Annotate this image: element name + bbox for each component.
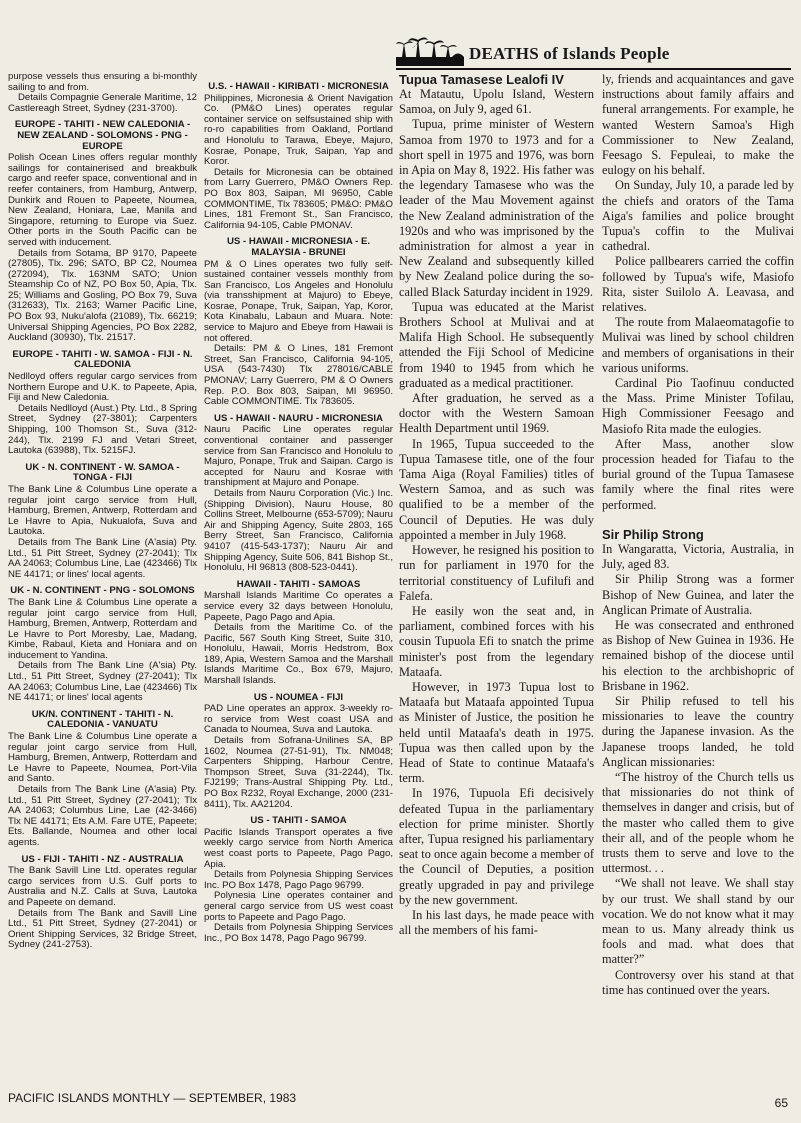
obituary-name-heading: Tupua Tamasese Lealofi IV (399, 72, 564, 87)
paragraph: Philippines, Micronesia & Orient Navigation Co. (PM&O Lines) operates regular container service on selfsustained ship with ro-ro capabilities from Oakland, Portland and Honolulu to Tarawa, Ebeye, Majuro, Kosrae, Ponape, Truk, Saipan, Yap and Koror. (204, 92, 393, 168)
section-heading: US - HAWAII - MICRONESIA - E. MALAYSIA - BRUNEI (226, 236, 371, 258)
paragraph: Marshall Islands Maritime Co operates a service every 32 days between Honolulu, Papeete, Pago Pago and Apia. (204, 590, 393, 623)
paragraph: Details for Micronesia can be obtained from Larry Guerrero, PM&O Owners Rep. PO Box 803, Saipan, MI 96950, Cable COMMONTIME, Tlx 783605; PM&O: PM&O Lines, 181 Fremont St., San Francisco, California 94-105, Cable PMONAV. (204, 166, 393, 231)
paragraph: Details from Polynesia Shipping Services Inc. PO Box 1478, Pago Pago 96799. (204, 869, 393, 891)
paragraph: Details from Polynesia Shipping Services Inc., PO Box 1478, Pago Pago 96799. (204, 922, 393, 944)
paragraph: Details from The Bank Line (A'sia) Pty. Ltd., 51 Pitt Street, Sydney (27-2041); Tlx AA 24063; Columbus Line, Lae (423466) Tlx NE 44171; or lines' local agents (8, 660, 197, 704)
paragraph: At Matautu, Upolu Island, Western Samoa, on July 9, aged 61. (399, 87, 594, 117)
paragraph: However, he resigned his position to run for parliament in 1970 for the territorial constituency of Lufilufi and Falefa. (399, 543, 594, 603)
paragraph: However, in 1973 Tupua lost to Mataafa but Mataafa appointed Tupua as Minister of Justice, the position he held until Mataafa's death in 1975. Tupua was then called upon by the Head of State to continue Mataafa's term. (399, 679, 594, 786)
section-heading: HAWAII - TAHITI - SAMOAS (236, 578, 361, 590)
islands-palm-logo-icon (396, 36, 464, 66)
section-title: DEATHS of Islands People (469, 44, 670, 63)
obituary-column-1 (399, 72, 594, 1080)
section-header (396, 34, 791, 70)
paragraph: Details from the Maritime Co. of the Pacific, 567 South King Street, Suite 310, Honolulu, Hawaii, Morris Hedstrom, Box 189, Apia, Western Samoa and the Marshall Islands Maritime Co., Box 679, Majuro, Marshall Islands. (204, 622, 393, 687)
paragraph: Tupua was educated at the Marist Brothers School at Mulivai and at Malifa High School. He subsequently attended the Fiji School of Medicine from 1940 to 1945 from which he graduated as a medical practitioner. (399, 299, 594, 390)
paragraph: In Wangaratta, Victoria, Australia, in July, aged 83. (602, 541, 794, 572)
paragraph: Details from Sotama, BP 9170, Papeete (27805), Tlx. 296; SATO, BP C2, Noumea (272094), Tlx. 163NM SATO; Union Steamship Co of NZ, PO Box 50, Apia, Tlx. 25; Williams and Gosling, PO Box 79, Suva (312633), Tlx. 2163; Warner Pacific Line, PO Box 93, Nuku'alofa (21089), Tlx. 66219; Universal Shipping Agencies, PO Box 2282, Auckland (30930), Tlx. 21517. (8, 247, 197, 344)
paragraph: In 1965, Tupua succeeded to the Tupua Tamasese title, one of the four Tama Aiga (Royal Families) titles of Western Samoa, and as such was qualified to be a member of the Council of Deputies. He was duly appointed a member in July 1968. (399, 436, 594, 542)
page-footer (8, 1091, 788, 1110)
shipping-column-1 (8, 72, 197, 1075)
paragraph: Sir Philip Strong was a former Bishop of New Guinea, and later the Anglican Primate of Australia. (602, 572, 794, 617)
paragraph: Details from Sofrana-Unilines SA, BP 1602, Noumea (27-51-91), Tlx. NM048; Carpenters Shipping, Harbour Centre, Thompson Street, Suva (31-2244), Tlx. FJ2199; Trans-Austral Shipping Pty. Ltd., PO Box R232, Royal Exchange, 2000 (231-8411), Tlx. AA21204. (204, 735, 393, 810)
paragraph: He easily won the seat and, in parliament, combined forces with his cousin Tupuola Efi to snatch the prime minister's post from the legendary Mataafa. (399, 603, 594, 679)
paragraph: After graduation, he served as a doctor with the Western Samoan Health Department until 1969. (399, 391, 594, 436)
shipping-column-2 (204, 76, 393, 1079)
paragraph: Details from Nauru Corporation (Vic.) Inc. (Shipping Division), Nauru House, 80 Collins Street, Melbourne (653-5709); Nauru Air and Shipping Agency, Suite 2803, 165 Berry Street, San Francisco, California 94107 (415-543-1737); Nauru Air and Shipping Agency, Suite 506, 841 Bishop St., Honolulu, HI 96813 (808-523-0441). (204, 487, 393, 574)
paragraph: After Mass, another slow procession headed for Tiafau to the burial ground of the Tupua Tamasese family where the final rites were performed. (602, 436, 794, 512)
paragraph: Sir Philip refused to tell his missionaries to leave the country during the Japanese invasion. As the Japanese troops landed, he told Anglican missionaries: (602, 693, 794, 769)
paragraph: PAD Line operates an approx. 3-weekly ro-ro service from West coast USA and Canada to Noumea, Suva and Lautoka. (204, 703, 393, 736)
section-heading: UK/N. CONTINENT - TAHITI - N. CALEDONIA - VANUATU (31, 708, 174, 731)
paragraph: Details Nedlloyd (Aust.) Pty. Ltd., 8 Spring Street, Sydney (27-3801); Carpenters Shipping, 100 Thomson St., Suva (312-244), Tlx. 2199 FJ and Vetari Street, Lautoka (63988), Tlx. 5215FJ. (8, 402, 197, 457)
obituary-name-heading: Sir Philip Strong (602, 526, 704, 542)
paragraph: Controversy over his stand at that time has continued over the years. (602, 967, 794, 997)
paragraph: In 1976, Tupuola Efi decisively defeated Tupua in the parliamentary election for prime minister. Shortly after, Tupua resigned his parliamentary seat to once again become a member of the Council of Deputies, a position greatly upgraded in pay and privilege by the new government. (399, 786, 594, 907)
paragraph: Nauru Pacific Line operates regular conventional container and passenger service from San Francisco and Honolulu to Majuro, Ponape, Truk and Saipan. Cargo is accepted for Nauru and Kosrae with transhipment at Majuro and Ponape. (204, 424, 393, 489)
section-heading: UK - N. CONTINENT - PNG - SOLOMONS (10, 585, 195, 597)
paragraph: He was consecrated and enthroned as Bishop of New Guinea in 1936. He remained bishop of the diocese until his election to the archbishopric of Brisbane in 1962. (602, 617, 794, 693)
paragraph: ly, friends and acquaintances and gave instructions about family affairs and funeral arrangements. For example, he wanted Western Samoa's High Commissioner to New Zealand, Feesago S. Fepuleai, to make the eulogy on his behalf. (602, 72, 794, 178)
paragraph: PM & O Lines operates two fully self-sustained container vessels monthly from San Francisco, Los Angeles and Honolulu (via transshipment at Majuro) to Ebeye, Kosrae, Ponape, Truk, Saipan, Yap, Koror, Kota Kinabalu, Labaun and Muara. Note: service to Majuro and Ebeye from Hawaii is not offered. (204, 258, 393, 344)
paragraph: The route from Malaeomatagofie to Mulivai was lined by school children and members of organisations in their various uniforms. (602, 315, 794, 375)
section-heading: US - FIJI - TAHITI - NZ - AUSTRALIA (21, 853, 184, 865)
paragraph: Details Compagnie Generale Maritime, 12 Castlereagh Street, Sydney (231-3700). (8, 92, 197, 114)
paragraph: Nedlloyd offers regular cargo services from Northern Europe and U.K. to Papeete, Apia, Fiji and New Caledonia. (8, 371, 197, 404)
paragraph: Cardinal Pio Taofinuu conducted the Mass. Prime Minister Tofilau, High Commissioner Feesago and Masiofo Rita made the eulogies. (602, 376, 794, 436)
paragraph: purpose vessels thus ensuring a bi-monthly sailing to and from. (8, 72, 197, 93)
paragraph: Polynesia Line operates container and general cargo service from US west coast ports to Papeete and Pago Pago. (204, 890, 393, 923)
paragraph: Pacific Islands Transport operates a five weekly cargo service from North America west coast ports to Papeete, Pago Pago, Apia. (204, 826, 393, 870)
page-number: 65 (774, 1096, 788, 1110)
section-heading: US - TAHITI - SAMOA (250, 815, 347, 827)
section-heading: US - NOUMEA - FIJI (253, 691, 344, 703)
section-heading: US - HAWAII - NAURU - MICRONESIA (214, 412, 383, 424)
paragraph: On Sunday, July 10, a parade led by the chiefs and orators of the Tama Aiga's families and police brought Tupua's coffin to the Mulivai cathedral. (602, 178, 794, 254)
section-heading: EUROPE - TAHITI - NEW CALEDONIA - NEW ZEALAND - SOLOMONS - PNG - EUROPE (14, 119, 191, 152)
paragraph: The Bank Savill Line Ltd. operates regular cargo services from U.S. Gulf ports to Australia and N.Z. Calls at Suva, Lautoka and Papeete on demand. (8, 865, 197, 908)
paragraph: Tupua, prime minister of Western Samoa from 1970 to 1973 and for a short spell in 1975 and 1976, was born in Apia on May 8, 1922. His father was the legendary Tamasese who was the leader of the Mau Movement against the New Zealand administration of the 1920s and who was imprisoned by the administration for almost a year in New Zealand and subsequently killed by New Zealand police during the so-called Black Saturday incident in 1929. (399, 117, 594, 299)
publication-line: PACIFIC ISLANDS MONTHLY — SEPTEMBER, 1983 (8, 1091, 297, 1105)
paragraph: “We shall not leave. We shall stay by our trust. We shall stand by our vocation. We do not know what it may mean to us. Many already think us fools and mad. what does that matter?” (602, 876, 794, 967)
paragraph: Details: PM & O Lines, 181 Fremont Street, San Francisco, California 94-105, USA (543-7430) Tlx 278016/CABLE PMONAV; Larry Guerrero, PM & O Owners Rep. P.O. Box 803, Saipan, MI 96950. Cable COMMONTIME. Tlx 783605. (204, 343, 393, 408)
paragraph: The Bank Line & Columbus Line operate a regular joint cargo service from Hull, Hamburg, Bremen, Antwerp, Rotterdam and Le Havre to Papeete, Noumea, Port-Vila and Santo. (8, 731, 197, 785)
paragraph: In his last days, he made peace with all the members of his fami- (399, 907, 594, 938)
paragraph: Police pallbearers carried the coffin followed by Tupua's wife, Masiofo Rita, sister Suilolo A. Leavasa, and relatives. (602, 254, 794, 315)
paragraph: Polish Ocean Lines offers regular monthly sailings for containerised and breakbulk cargo and reefer space, conventional and in reefer containers, from Hamburg, Antwerp, Dunkirk and Rouen to Papeete, Noumea, New Zealand, Honiara, Lae, Manila and Singapore, returning to Europe via Suez. Other ports in the South Pacific can be served with inducement. (8, 152, 197, 248)
paragraph: Details from The Bank Line (A'asia) Pty. Ltd., 51 Pitt Street, Sydney (27-2041); Tlx AA 24063; Columbus Line, Lae (42-3466) Tlx NE 44171; Ets A.M. Fare UTE, Papeete; Ets. Ballande, Noumea and other local agents. (8, 784, 197, 848)
section-heading: U.S. - HAWAII - KIRIBATI - MICRONESIA (208, 81, 389, 92)
section-heading: UK - N. CONTINENT - W. SAMOA - TONGA - FIJI (25, 461, 180, 484)
paragraph: “The histroy of the Church tells us that missionaries do not think of themselves in danger and crisis, but of the master who called them to give their all, and of the people whom he trusts them to serve and love to the uttermost. . . (602, 769, 794, 876)
section-heading: EUROPE - TAHITI - W. SAMOA - FIJI - N. CALEDONIA (12, 348, 193, 371)
paragraph: Details from The Bank and Savill Line Ltd., 51 Pitt Street, Sydney (27-2041) or Orient Shipping Services, 32 Bridge Street, Sydney (241-2753). (8, 907, 197, 951)
paragraph: Details from The Bank Line (A'asia) Pty. Ltd., 51 Pitt Street, Sydney (27-2041); Tlx AA 24063; Columbus Line, Lae (423466) Tlx NE 44171; or lines' local agents. (8, 536, 197, 580)
obituary-column-2 (602, 72, 794, 1080)
paragraph: The Bank Line & Columbus Line operate a regular joint cargo service from Hull, Hamburg, Bremen, Antwerp, Rotterdam and Le Havre to Apia, Nukualofa, Suva and Lautoka. (8, 483, 197, 538)
paragraph: The Bank Line & Columbus Line operate a regular joint cargo service from Hull, Hamburg, Bremen, Antwerp, Rotterdam and Le Havre to Port Moresby, Lae, Madang, Kimbe, Rabaul, Kieta and Honiara and on inducement to Yandina. (8, 596, 197, 661)
